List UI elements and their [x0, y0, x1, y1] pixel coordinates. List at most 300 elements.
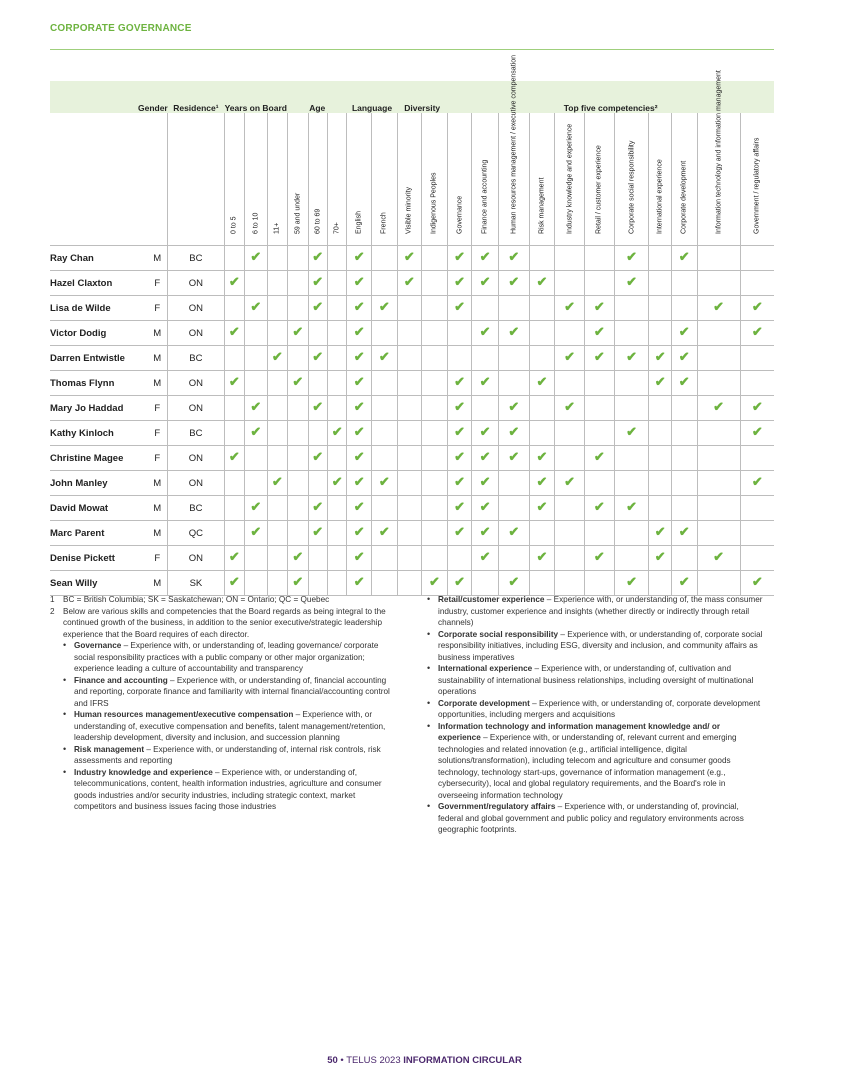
matrix-cell [740, 446, 774, 471]
matrix-cell [671, 321, 697, 346]
matrix-cell [267, 396, 287, 421]
residence-spacer [168, 113, 224, 246]
competency-term: Industry knowledge and experience [74, 767, 213, 777]
matrix-cell [288, 421, 308, 446]
matrix-cell [372, 271, 398, 296]
director-gender: F [147, 296, 167, 321]
header-divider [50, 49, 774, 50]
matrix-cell [327, 296, 346, 321]
matrix-cell [555, 571, 585, 596]
matrix-cell [697, 321, 740, 346]
gender-header: Gender [50, 81, 168, 113]
column-header-label: Human resources management / executive compensation [510, 54, 518, 234]
checkmark-icon: ✔ [479, 424, 491, 439]
matrix-cell [697, 271, 740, 296]
residence-header: Residence¹ [168, 81, 224, 113]
matrix-cell [740, 371, 774, 396]
matrix-cell [740, 496, 774, 521]
matrix-cell [614, 546, 649, 571]
matrix-cell [529, 496, 555, 521]
checkmark-icon: ✔ [312, 349, 324, 364]
matrix-cell [397, 521, 422, 546]
matrix-cell [555, 421, 585, 446]
director-gender: F [147, 421, 167, 446]
column-header [740, 113, 774, 246]
matrix-cell [372, 446, 398, 471]
competency-description: – Experience with, or understanding of, corporate development opportunities, including mergers and acquisitions [438, 698, 761, 719]
matrix-cell [614, 446, 649, 471]
matrix-cell [472, 371, 499, 396]
column-header [308, 113, 327, 246]
checkmark-icon: ✔ [454, 499, 465, 514]
checkmark-icon: ✔ [508, 574, 520, 589]
director-residence: ON [168, 446, 224, 471]
matrix-cell [498, 546, 529, 571]
checkmark-icon: ✔ [654, 349, 666, 364]
matrix-cell [584, 371, 614, 396]
matrix-cell [308, 246, 327, 271]
director-gender: M [147, 521, 167, 546]
checkmark-icon: ✔ [454, 524, 465, 539]
matrix-cell [472, 521, 499, 546]
matrix-cell [555, 271, 585, 296]
matrix-cell [327, 246, 346, 271]
checkmark-icon: ✔ [508, 449, 520, 464]
checkmark-icon: ✔ [312, 274, 324, 289]
matrix-cell [347, 571, 372, 596]
checkmark-icon: ✔ [228, 449, 240, 464]
checkmark-icon: ✔ [751, 424, 763, 439]
table-row [50, 471, 774, 496]
table-row [50, 246, 774, 271]
column-header [498, 54, 529, 246]
checkmark-icon: ✔ [429, 574, 440, 589]
matrix-cell [372, 471, 398, 496]
matrix-cell [584, 571, 614, 596]
matrix-cell [422, 496, 448, 521]
checkmark-icon: ✔ [654, 374, 666, 389]
matrix-cell [614, 371, 649, 396]
column-header-label: Risk management [538, 177, 546, 234]
matrix-cell [697, 521, 740, 546]
table-row [50, 396, 774, 421]
checkmark-icon: ✔ [536, 549, 548, 564]
checkmark-icon: ✔ [479, 499, 491, 514]
checkmark-icon: ✔ [626, 349, 637, 364]
matrix-cell [498, 471, 529, 496]
column-header-label: Corporate development [680, 160, 688, 234]
matrix-cell [529, 271, 555, 296]
matrix-cell [529, 521, 555, 546]
matrix-cell [472, 571, 499, 596]
matrix-cell [245, 521, 268, 546]
table-row [50, 421, 774, 446]
checkmark-icon: ✔ [713, 549, 724, 564]
director-residence: ON [168, 396, 224, 421]
matrix-cell [267, 446, 287, 471]
matrix-cell [288, 521, 308, 546]
checkmark-icon: ✔ [508, 324, 520, 339]
header-spacer [50, 113, 168, 246]
matrix-cell [697, 571, 740, 596]
checkmark-icon: ✔ [626, 574, 637, 589]
matrix-cell [372, 571, 398, 596]
director-name: John Manley [50, 471, 147, 496]
competency-description: – Experience with, or understanding of, provincial, federal and global government and public policy and regulatory environments across geographic footprints. [438, 802, 744, 834]
matrix-cell [308, 521, 327, 546]
checkmark-icon: ✔ [536, 274, 548, 289]
matrix-cell [671, 271, 697, 296]
matrix-cell [447, 396, 472, 421]
matrix-cell [327, 471, 346, 496]
matrix-cell [397, 296, 422, 321]
matrix-cell [347, 396, 372, 421]
checkmark-icon: ✔ [228, 549, 240, 564]
matrix-cell [267, 471, 287, 496]
matrix-cell [308, 471, 327, 496]
matrix-cell [614, 346, 649, 371]
checkmark-icon: ✔ [479, 524, 491, 539]
matrix-cell [397, 346, 422, 371]
checkmark-icon: ✔ [593, 299, 605, 314]
matrix-cell [288, 371, 308, 396]
matrix-cell [472, 321, 499, 346]
matrix-cell [245, 471, 268, 496]
competency-description: – Experience with, or understanding of, telecommunications, content, health information industries, agriculture and consumer goods industries and/or security industries, including strategic context, market competitors and business issues facing those industries [74, 767, 382, 811]
matrix-cell [267, 321, 287, 346]
competency-term: International experience [438, 664, 533, 673]
column-header [327, 113, 346, 246]
checkmark-icon: ✔ [454, 574, 465, 589]
director-gender: M [147, 371, 167, 396]
matrix-cell [498, 321, 529, 346]
matrix-cell [697, 296, 740, 321]
matrix-cell [372, 246, 398, 271]
matrix-cell [614, 496, 649, 521]
checkmark-icon: ✔ [678, 374, 690, 389]
checkmark-icon: ✔ [250, 399, 262, 414]
matrix-cell [447, 496, 472, 521]
matrix-cell [584, 296, 614, 321]
checkmark-icon: ✔ [228, 574, 240, 589]
director-name: Christine Magee [50, 446, 147, 471]
matrix-cell [245, 396, 268, 421]
matrix-cell [697, 396, 740, 421]
checkmark-icon: ✔ [353, 374, 365, 389]
column-header-label: Information technology and information management [714, 69, 722, 234]
matrix-cell [529, 371, 555, 396]
matrix-cell [372, 296, 398, 321]
checkmark-icon: ✔ [353, 524, 365, 539]
matrix-cell [671, 421, 697, 446]
matrix-cell [308, 321, 327, 346]
director-gender: M [147, 321, 167, 346]
competency-definition [50, 744, 395, 767]
matrix-cell [671, 371, 697, 396]
matrix-cell [649, 271, 672, 296]
matrix-cell [614, 571, 649, 596]
matrix-cell [740, 396, 774, 421]
matrix-cell [447, 321, 472, 346]
checkmark-icon: ✔ [536, 449, 548, 464]
matrix-cell [649, 471, 672, 496]
matrix-cell [649, 321, 672, 346]
footnote-2: 2 Below are various skills and competencies that the Board regards as being integral to the continued growth of the business, in addition to the senior executive/strategic leadership experience that the Board requires of each director. [50, 606, 386, 639]
matrix-cell [584, 446, 614, 471]
matrix-cell [584, 471, 614, 496]
checkmark-icon: ✔ [479, 374, 491, 389]
column-header-label: Industry knowledge and experience [565, 123, 573, 234]
competency-term: Finance and accounting [74, 675, 168, 685]
checkmark-icon: ✔ [454, 399, 465, 414]
director-gender: F [147, 446, 167, 471]
column-header-label: 59 and under [294, 192, 302, 234]
matrix-cell [347, 521, 372, 546]
top-competencies-header: Top five competencies² [447, 81, 774, 113]
competency-description: – Experience with, or understanding of, executive compensation and benefits, talent management/retention, leadership development, diversity and inclusion, and succession planning [74, 710, 386, 742]
matrix-cell [288, 321, 308, 346]
matrix-cell [245, 321, 268, 346]
checkmark-icon: ✔ [479, 249, 491, 264]
matrix-cell [529, 321, 555, 346]
matrix-cell [347, 296, 372, 321]
competency-definition [50, 767, 395, 813]
matrix-cell [422, 521, 448, 546]
matrix-cell [245, 421, 268, 446]
checkmark-icon: ✔ [508, 524, 520, 539]
matrix-cell [555, 396, 585, 421]
column-header-label: 0 to 5 [230, 215, 238, 234]
footer-doc-title: INFORMATION CIRCULAR [403, 1055, 522, 1066]
matrix-cell [397, 321, 422, 346]
footnote-1: 1 BC = British Columbia; SK = Saskatchewan; ON = Ontario; QC = Quebec [50, 595, 330, 604]
director-gender: M [147, 346, 167, 371]
checkmark-icon: ✔ [353, 574, 365, 589]
director-gender: M [147, 246, 167, 271]
matrix-cell [649, 546, 672, 571]
matrix-cell [555, 246, 585, 271]
checkmark-icon: ✔ [312, 299, 324, 314]
checkmark-icon: ✔ [378, 299, 390, 314]
competency-definition [424, 698, 764, 721]
matrix-cell [422, 546, 448, 571]
column-header-label: 11+ [273, 222, 281, 234]
competency-definition [424, 594, 764, 629]
checkmark-icon: ✔ [479, 549, 491, 564]
matrix-cell [224, 496, 244, 521]
matrix-cell [697, 471, 740, 496]
matrix-cell [472, 246, 499, 271]
matrix-cell [224, 471, 244, 496]
matrix-cell [555, 521, 585, 546]
checkmark-icon: ✔ [564, 349, 576, 364]
checkmark-icon: ✔ [353, 474, 365, 489]
matrix-cell [422, 471, 448, 496]
checkmark-icon: ✔ [593, 499, 605, 514]
language-header: Language [347, 81, 397, 113]
matrix-cell [267, 371, 287, 396]
matrix-cell [498, 396, 529, 421]
checkmark-icon: ✔ [353, 499, 365, 514]
matrix-cell [422, 446, 448, 471]
checkmark-icon: ✔ [378, 349, 390, 364]
matrix-cell [584, 421, 614, 446]
checkmark-icon: ✔ [250, 249, 262, 264]
matrix-cell [327, 346, 346, 371]
competency-definition [50, 640, 395, 675]
matrix-cell [740, 321, 774, 346]
matrix-cell [649, 446, 672, 471]
matrix-cell [472, 546, 499, 571]
director-residence: ON [168, 546, 224, 571]
column-header [614, 113, 649, 246]
matrix-cell [472, 296, 499, 321]
matrix-cell [584, 546, 614, 571]
checkmark-icon: ✔ [564, 299, 576, 314]
matrix-cell [740, 571, 774, 596]
checkmark-icon: ✔ [508, 424, 520, 439]
matrix-cell [267, 246, 287, 271]
matrix-cell [288, 396, 308, 421]
checkmark-icon: ✔ [593, 349, 605, 364]
matrix-cell [740, 271, 774, 296]
matrix-cell [372, 496, 398, 521]
matrix-cell [245, 371, 268, 396]
matrix-cell [308, 421, 327, 446]
matrix-cell [555, 496, 585, 521]
page-number: 50 [327, 1055, 338, 1066]
footer-company: TELUS 2023 [346, 1055, 401, 1066]
matrix-cell [447, 346, 472, 371]
matrix-cell [555, 371, 585, 396]
director-name: Mary Jo Haddad [50, 396, 147, 421]
matrix-cell [697, 546, 740, 571]
matrix-cell [671, 571, 697, 596]
matrix-cell [372, 346, 398, 371]
matrix-cell [422, 296, 448, 321]
diversity-header: Diversity [397, 81, 447, 113]
matrix-cell [347, 546, 372, 571]
matrix-cell [555, 546, 585, 571]
matrix-cell [372, 396, 398, 421]
matrix-cell [422, 321, 448, 346]
matrix-cell [614, 521, 649, 546]
checkmark-icon: ✔ [678, 249, 690, 264]
matrix-cell [447, 421, 472, 446]
competency-term: Risk management [74, 744, 145, 754]
matrix-cell [267, 571, 287, 596]
page-footer [0, 1055, 849, 1066]
matrix-cell [327, 521, 346, 546]
checkmark-icon: ✔ [353, 449, 365, 464]
matrix-cell [224, 371, 244, 396]
checkmark-icon: ✔ [353, 249, 365, 264]
matrix-cell [498, 496, 529, 521]
matrix-cell [308, 271, 327, 296]
matrix-cell [614, 396, 649, 421]
matrix-cell [447, 446, 472, 471]
competency-term: Corporate social responsibility [438, 629, 559, 639]
column-header-label: 70+ [333, 221, 341, 234]
years-on-board-header: Years on Board [224, 81, 287, 113]
director-name: Darren Entwistle [50, 346, 147, 371]
competency-description: – Experience with, or understanding of, leading governance/ corporate social responsibility practices with a public company or other major organization; experience leading a culture of accountability and transparency [74, 641, 379, 673]
matrix-cell [697, 421, 740, 446]
matrix-cell [697, 446, 740, 471]
matrix-cell [288, 271, 308, 296]
matrix-cell [397, 246, 422, 271]
checkmark-icon: ✔ [228, 374, 240, 389]
director-gender: M [147, 496, 167, 521]
matrix-cell [397, 496, 422, 521]
matrix-cell [649, 246, 672, 271]
checkmark-icon: ✔ [454, 424, 465, 439]
checkmark-icon: ✔ [292, 549, 304, 564]
matrix-cell [649, 296, 672, 321]
matrix-cell [224, 521, 244, 546]
matrix-cell [422, 421, 448, 446]
matrix-cell [498, 371, 529, 396]
footnotes-right [424, 594, 764, 836]
competency-definition [424, 629, 764, 664]
matrix-cell [245, 496, 268, 521]
column-header [671, 113, 697, 246]
competency-description: – Experience with, or understanding of, corporate social responsibility initiatives, including ESG, diversity and inclusion, and community affairs as business imperatives [438, 629, 763, 662]
table-row [50, 296, 774, 321]
column-header-label: English [355, 210, 363, 234]
matrix-cell [529, 421, 555, 446]
competency-description: – Experience with, or understanding of, relevant current and emerging technologies and related innovation (e.g., artificial intelligence, digital solutions/transformation), including telecom and agriculture and consumer goods technology, technology start-ups, governance of information management (e.g., cybersecurity), local and global regulatory requirements, and the Board's role in overseeing information technology [438, 733, 737, 800]
column-header [347, 113, 372, 246]
matrix-cell [288, 571, 308, 596]
director-residence: ON [168, 271, 224, 296]
column-header-label: Governance [455, 195, 463, 234]
checkmark-icon: ✔ [331, 474, 343, 489]
age-header: Age [288, 81, 347, 113]
column-header-label: 60 to 69 [313, 208, 321, 234]
director-name: Lisa de Wilde [50, 296, 147, 321]
column-header [529, 113, 555, 246]
matrix-cell [671, 471, 697, 496]
matrix-cell [267, 546, 287, 571]
checkmark-icon: ✔ [626, 499, 637, 514]
checkmark-icon: ✔ [312, 399, 324, 414]
matrix-cell [498, 246, 529, 271]
matrix-cell [555, 321, 585, 346]
checkmark-icon: ✔ [564, 399, 576, 414]
matrix-cell [372, 321, 398, 346]
director-residence: ON [168, 296, 224, 321]
matrix-cell [397, 271, 422, 296]
matrix-cell [422, 396, 448, 421]
matrix-cell [529, 296, 555, 321]
column-header [649, 113, 672, 246]
checkmark-icon: ✔ [626, 274, 637, 289]
checkmark-icon: ✔ [751, 299, 763, 314]
matrix-cell [288, 246, 308, 271]
director-residence: ON [168, 471, 224, 496]
matrix-cell [422, 271, 448, 296]
matrix-cell [422, 246, 448, 271]
matrix-cell [245, 446, 268, 471]
matrix-cell [447, 521, 472, 546]
table-row [50, 446, 774, 471]
matrix-cell [372, 546, 398, 571]
director-gender: F [147, 546, 167, 571]
matrix-cell [347, 346, 372, 371]
matrix-cell [397, 546, 422, 571]
column-header [555, 113, 585, 246]
